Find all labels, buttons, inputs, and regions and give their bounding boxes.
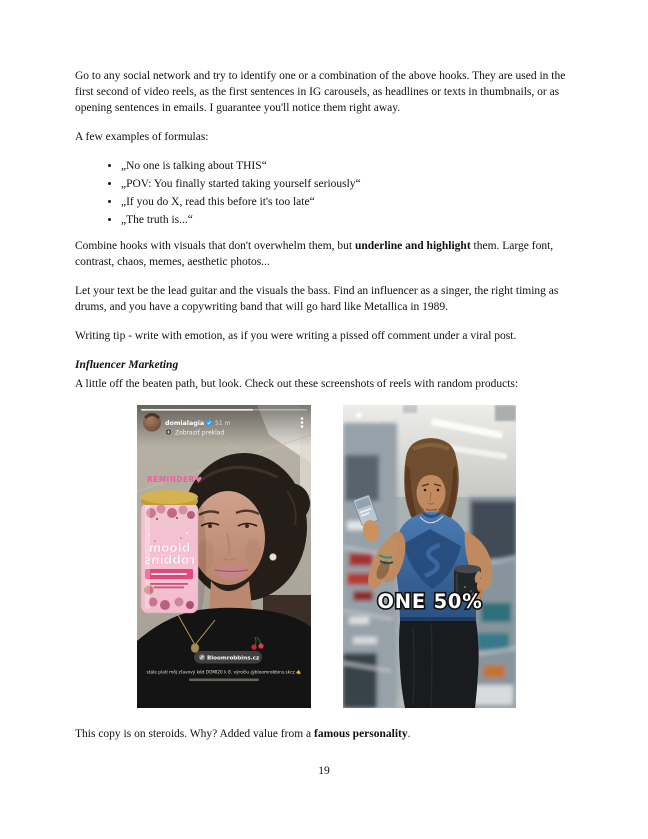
pearl-earring bbox=[270, 554, 277, 561]
paragraph-off-beaten-path: A little off the beaten path, but look. Check out these screenshots of reels with random products: bbox=[75, 378, 519, 390]
paragraph-hooks-intro: Go to any social network and try to identify one or a combination of the above hooks. They are used in the first second of video reels, as the first sentences in IG carousels, as headlines or texts in thumbnails, or as opening sentences in emails. I guarantee you'll notice them right away. bbox=[75, 70, 566, 114]
page-number: 19 bbox=[318, 765, 330, 777]
reel-overlay-caption: ONE 50% bbox=[377, 590, 483, 613]
heading-influencer-marketing: Influencer Marketing bbox=[75, 359, 179, 371]
verified-badge-icon bbox=[206, 420, 212, 426]
link-pill-label: Bloomrobbins.cz bbox=[207, 655, 260, 662]
gold-lid bbox=[141, 490, 198, 504]
heart-emoji-icon: ♥ bbox=[195, 475, 203, 485]
story-username: domialagia bbox=[165, 420, 205, 427]
reel-screenshot-right bbox=[343, 405, 516, 708]
svg-text:robbins: robbins bbox=[143, 553, 196, 567]
formula-bullet-list bbox=[75, 158, 574, 229]
paragraph-copy-on-steroids: This copy is on steroids. Why? Added value from a famous personality. bbox=[75, 728, 411, 740]
paragraph-lead-guitar: Let your text be the lead guitar and the visuals the bass. Find an influencer as a singer, the right timing as drums, and you have a copywriting band that will go hard like Metallica in 1989. bbox=[75, 285, 559, 313]
bullet-item: • „POV: You finally started taking yourself seriously“ bbox=[121, 176, 574, 193]
supplement-jar bbox=[141, 490, 206, 613]
bullet-item: • „If you do X, read this before it's too late“ bbox=[121, 194, 574, 211]
black-shorts bbox=[399, 621, 479, 708]
bullet-item: • „No one is talking about THIS“ bbox=[121, 158, 574, 175]
mirrored-brand-text bbox=[144, 541, 195, 567]
paragraph-combine-hooks: Combine hooks with visuals that don't overwhelm them, but underline and highlight them. Large font, contrast, chaos, memes, aesthetic photos... bbox=[75, 240, 554, 268]
story-caption: stále platí môj zľavový kód DOMI20 k 8. výročiu @bloomrobbins.skcz 🤙 bbox=[146, 670, 302, 676]
reminder-sticker: REMINDER bbox=[147, 475, 195, 484]
document-body bbox=[75, 68, 574, 755]
bullet-item: • „The truth is...“ bbox=[121, 212, 574, 229]
story-timestamp: 51 m bbox=[215, 420, 231, 427]
paragraph-writing-tip: Writing tip - write with emotion, as if you were writing a pissed off comment under a viral post. bbox=[75, 330, 517, 342]
translate-label: Zobraziť preklad bbox=[175, 429, 225, 437]
story-caption-line2 bbox=[189, 679, 259, 682]
more-options-icon bbox=[301, 417, 304, 428]
svg-text:bloom: bloom bbox=[148, 541, 191, 555]
screenshots-row bbox=[75, 405, 574, 708]
ig-story-screenshot-left bbox=[137, 405, 311, 708]
paragraph-formulas-lead: A few examples of formulas: bbox=[75, 131, 209, 143]
